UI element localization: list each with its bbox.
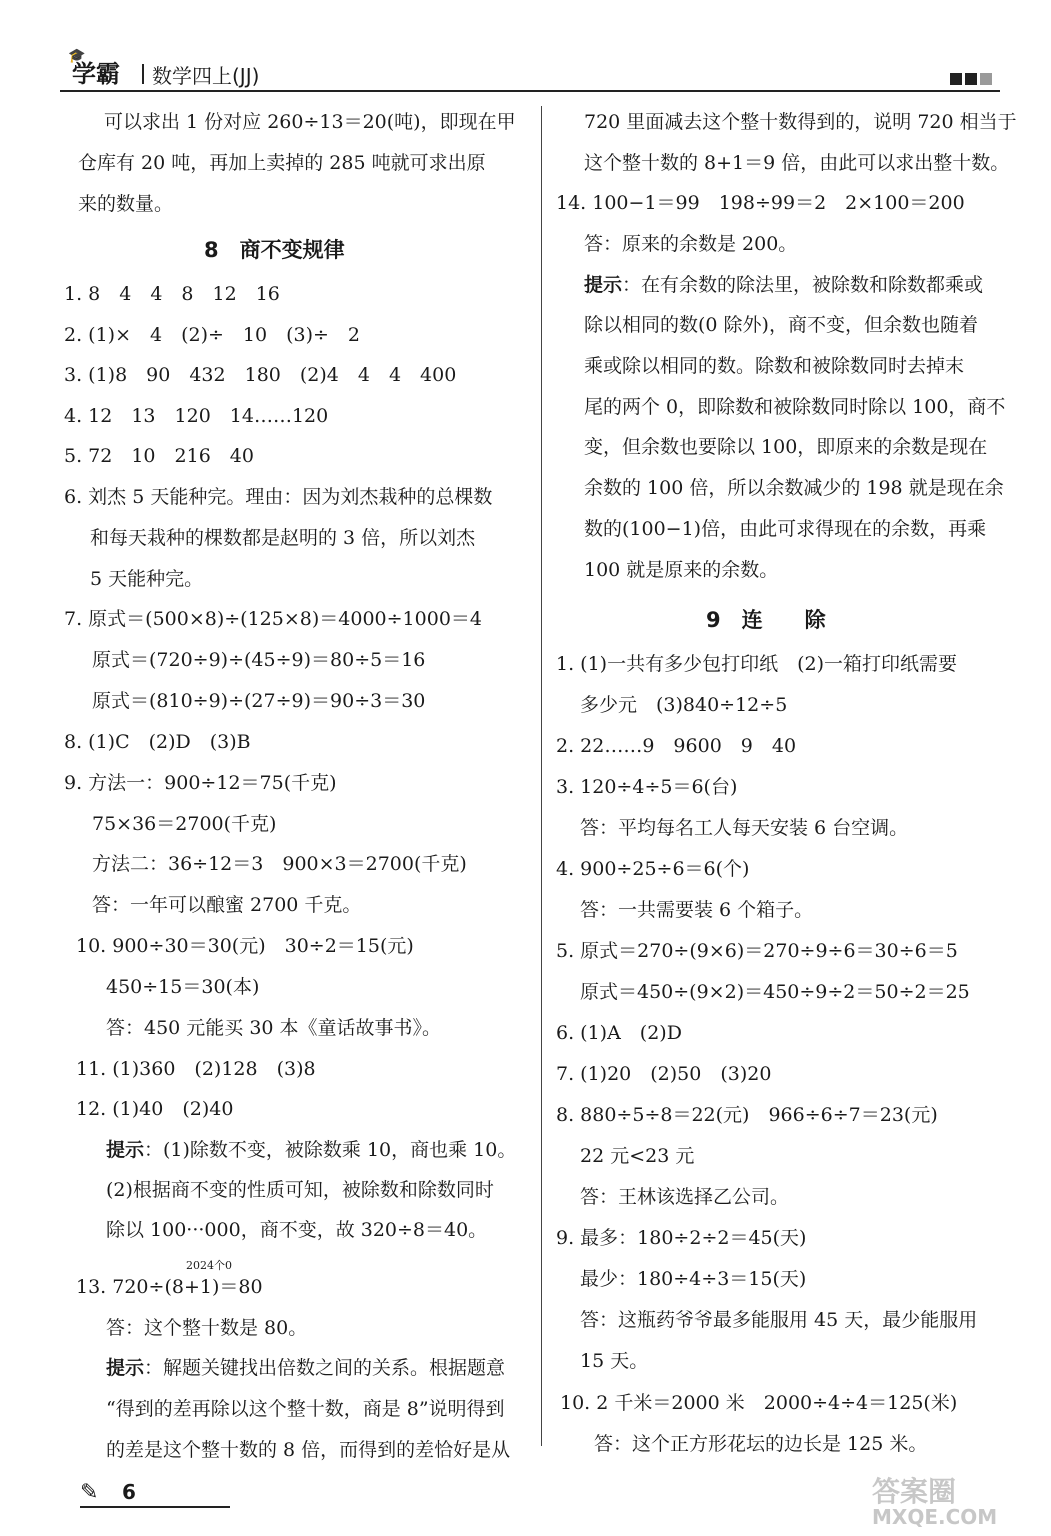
hint-line: “得到的差再除以这个整十数，商是 8”说明得到 xyxy=(106,1398,505,1420)
header-squares xyxy=(947,70,992,89)
answer-line: 5. 72 10 216 40 xyxy=(64,445,254,467)
hint-label: 提示 xyxy=(106,1139,145,1161)
answer-line: 5. 原式＝270÷(9×6)＝270÷9÷6＝30÷6＝5 xyxy=(556,940,958,962)
answer-line: 3. (1)8 90 432 180 (2)4 4 4 400 xyxy=(64,364,457,386)
answer-line: 10. 900÷30＝30(元) 30÷2＝15(元) xyxy=(76,935,414,957)
answer-line: 8. (1)C (2)D (3)B xyxy=(64,731,251,753)
answer-line: 9. 最多：180÷2÷2＝45(天) xyxy=(556,1227,807,1249)
answer-line: 3. 120÷4÷5＝6(台) xyxy=(556,776,738,798)
answer-line: 答：这瓶药爷爷最多能服用 45 天，最少能服用 xyxy=(580,1309,978,1331)
answer-line: 6. (1)A (2)D xyxy=(556,1022,682,1044)
page-header xyxy=(60,48,1000,94)
answer-line: 75×36＝2700(千克) xyxy=(92,813,277,835)
graduation-cap-icon: 🎓 xyxy=(68,48,86,64)
answer-line: 可以求出 1 份对应 260÷13＝20(吨)，即现在甲 xyxy=(104,111,516,133)
hint-line: 100 就是原来的余数。 xyxy=(584,559,779,581)
zero-count-note: 2024个0 xyxy=(186,1259,232,1272)
answer-line: 答：这个整十数是 80。 xyxy=(106,1317,308,1339)
hint-line: 提示：(1)除数不变，被除数乘 10，商也乘 10。 xyxy=(106,1139,517,1161)
square-icon xyxy=(950,73,962,85)
answer-line: 4. 900÷25÷6＝6(个) xyxy=(556,858,750,880)
answer-line: 720 里面减去这个整十数得到的，说明 720 相当于 xyxy=(584,111,1017,133)
answer-line: 8. 880÷5÷8＝22(元) 966÷6÷7＝23(元) xyxy=(556,1104,938,1126)
answer-line: 450÷15＝30(本) xyxy=(106,976,260,998)
answer-line: 这个整十数的 8+1＝9 倍，由此可以求出整十数。 xyxy=(584,152,1010,174)
watermark: 答案圈 xyxy=(872,1475,957,1508)
answer-line: 多少元 (3)840÷12÷5 xyxy=(580,694,788,716)
answer-line: 7. (1)20 (2)50 (3)20 xyxy=(556,1063,772,1085)
answer-line: 13. 720÷(8+1)＝80 xyxy=(76,1276,263,1298)
hint-line: 提示：解题关键找出倍数之间的关系。根据题意 xyxy=(106,1357,506,1379)
column-divider xyxy=(541,106,542,1446)
hint-line: 变，但余数也要除以 100，即原来的余数是现在 xyxy=(584,436,988,458)
answer-line: 2. (1)× 4 (2)÷ 10 (3)÷ 2 xyxy=(64,324,361,346)
header-separator xyxy=(142,64,144,84)
answer-line: 5 天能种完。 xyxy=(90,568,204,590)
hint-label: 提示 xyxy=(584,274,623,296)
answer-line: 12. (1)40 (2)40 xyxy=(76,1098,234,1120)
hint-line: 的差是这个整十数的 8 倍，而得到的差恰好是从 xyxy=(106,1439,511,1461)
answer-line: 2. 22……9 9600 9 40 xyxy=(556,735,797,757)
answer-line: 答：一共需要装 6 个箱子。 xyxy=(580,899,814,921)
footer-rule xyxy=(80,1506,230,1508)
hint-line: (2)根据商不变的性质可知，被除数和除数同时 xyxy=(106,1179,494,1201)
answer-line: 1. 8 4 4 8 12 16 xyxy=(64,283,280,305)
page-number: 6 xyxy=(122,1480,136,1504)
answer-line: 14. 100−1＝99 198÷99＝2 2×100＝200 xyxy=(556,192,965,214)
answer-line: 原式＝450÷(9×2)＝450÷9÷2＝50÷2＝25 xyxy=(580,981,970,1003)
watermark-url: MXQE.COM xyxy=(872,1505,998,1529)
brand-logo xyxy=(68,48,120,89)
answer-line: 最少：180÷4÷3＝15(天) xyxy=(580,1268,807,1290)
answer-line: 来的数量。 xyxy=(78,193,174,215)
answer-line: 答：原来的余数是 200。 xyxy=(584,233,798,255)
answer-line: 原式＝(810÷9)÷(27÷9)＝90÷3＝30 xyxy=(92,690,426,712)
answer-line: 7. 原式＝(500×8)÷(125×8)＝4000÷1000＝4 xyxy=(64,608,483,630)
hint-line: 除以相同的数(0 除外)，商不变，但余数也随着 xyxy=(584,314,978,336)
answer-line: 答：这个正方形花坛的边长是 125 米。 xyxy=(594,1433,928,1455)
hint-line: 数的(100−1)倍，由此可求得现在的余数，再乘 xyxy=(584,518,987,540)
brand-name: 学霸 xyxy=(72,60,120,88)
hint-line: 乘或除以相同的数。除数和被除数同时去掉末 xyxy=(584,355,965,377)
square-icon xyxy=(980,73,992,85)
page-footer xyxy=(70,1478,170,1508)
answer-line: 22 元<23 元 xyxy=(580,1145,695,1167)
section-title: 9 连 除 xyxy=(706,608,826,632)
answer-line: 6. 刘杰 5 天能种完。理由：因为刘杰栽种的总棵数 xyxy=(64,486,493,508)
answer-line: 4. 12 13 120 14……120 xyxy=(64,405,329,427)
answer-line: 答：一年可以酿蜜 2700 千克。 xyxy=(92,894,362,916)
answer-line: 1. (1)一共有多少包打印纸 (2)一箱打印纸需要 xyxy=(556,653,957,675)
section-title: 8 商不变规律 xyxy=(204,238,345,262)
hint-line: 尾的两个 0，即除数和被除数同时除以 100，商不 xyxy=(584,396,1006,418)
hint-line: 余数的 100 倍，所以余数减少的 198 就是现在余 xyxy=(584,477,1004,499)
hint-label: 提示 xyxy=(106,1357,145,1379)
answer-line: 方法二：36÷12＝3 900×3＝2700(千克) xyxy=(92,853,467,875)
hint-line: 提示：在有余数的除法里，被除数和除数都乘或 xyxy=(584,274,984,296)
answer-line: 答：450 元能买 30 本《童话故事书》。 xyxy=(106,1017,442,1039)
hint-line: 除以 100···000，商不变，故 320÷8＝40。 xyxy=(106,1219,488,1241)
answer-line: 9. 方法一：900÷12＝75(千克) xyxy=(64,772,337,794)
answer-line: 原式＝(720÷9)÷(45÷9)＝80÷5＝16 xyxy=(92,649,426,671)
answer-line: 仓库有 20 吨，再加上卖掉的 285 吨就可求出原 xyxy=(78,152,486,174)
answer-line: 15 天。 xyxy=(580,1350,649,1372)
pencil-icon: ✎ xyxy=(80,1480,99,1505)
answer-line: 和每天栽种的棵数都是赵明的 3 倍，所以刘杰 xyxy=(90,527,476,549)
answer-line: 11. (1)360 (2)128 (3)8 xyxy=(76,1058,316,1080)
answer-line: 答：平均每名工人每天安装 6 台空调。 xyxy=(580,817,909,839)
answer-line: 答：王林该选择乙公司。 xyxy=(580,1186,790,1208)
square-icon xyxy=(965,73,977,85)
header-rule xyxy=(60,90,1000,92)
answer-line: 10. 2 千米＝2000 米 2000÷4÷4＝125(米) xyxy=(560,1392,958,1414)
subject-title: 数学四上(JJ) xyxy=(152,64,260,88)
